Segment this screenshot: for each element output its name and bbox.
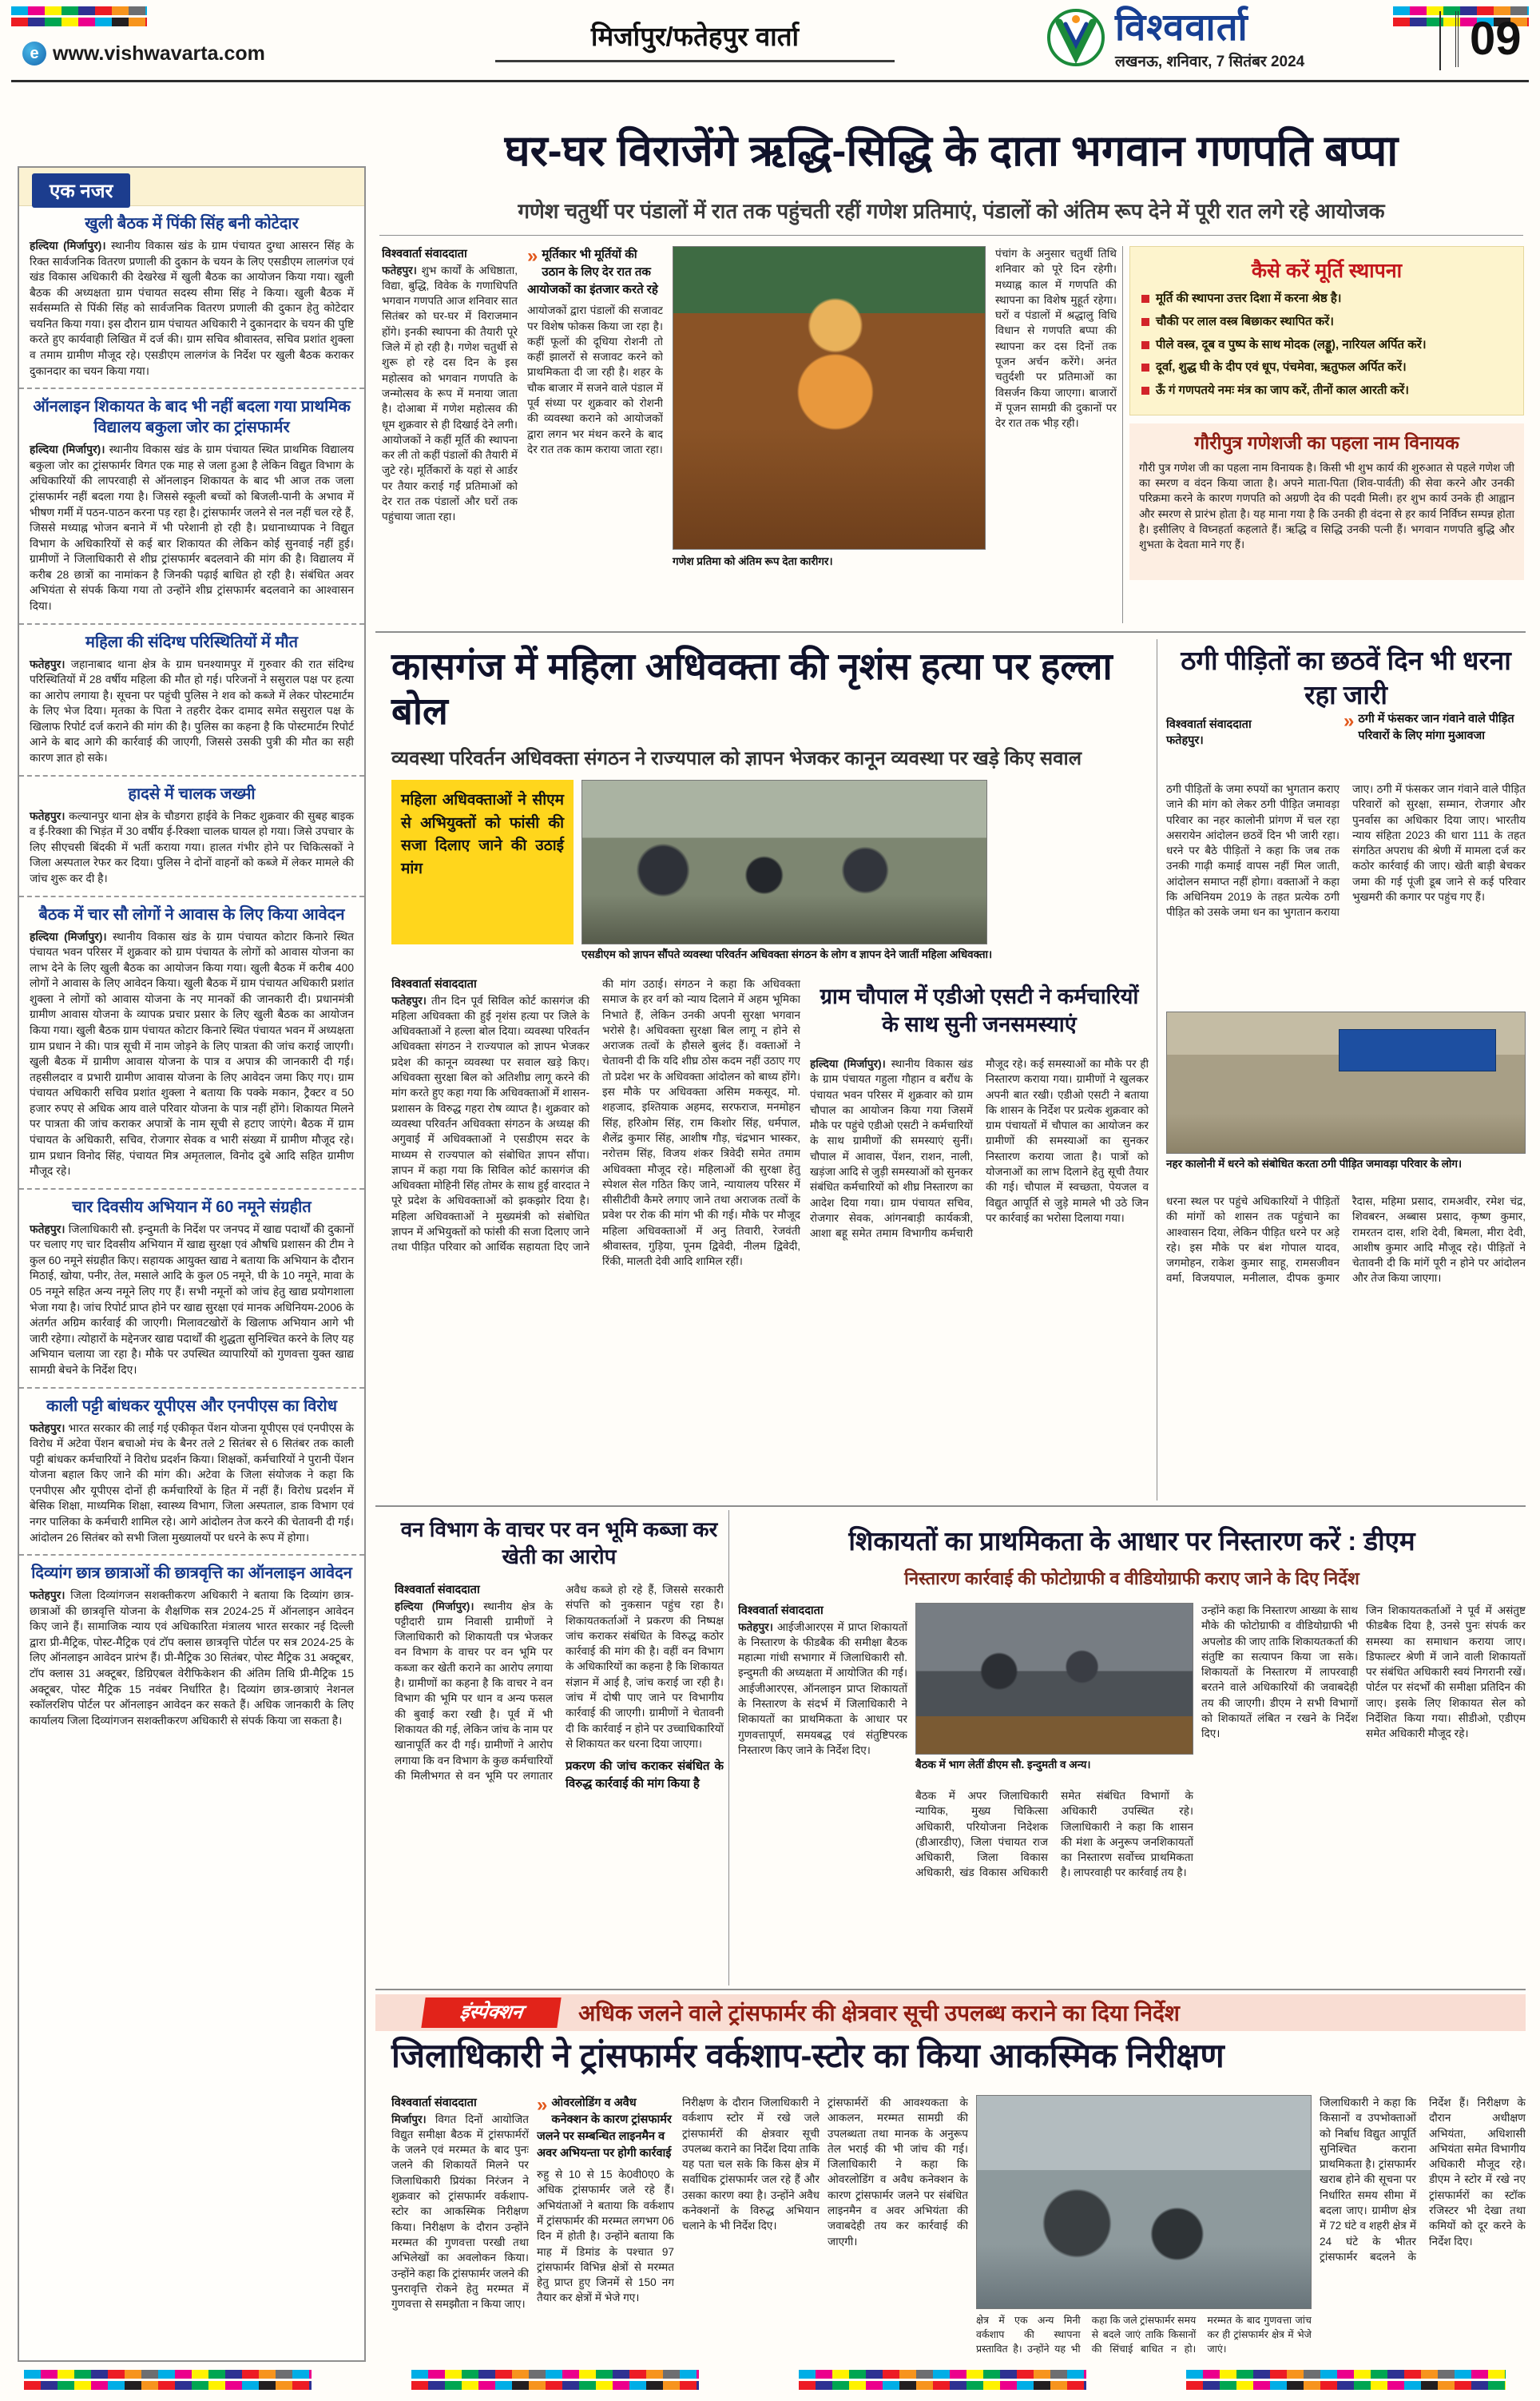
story-dateline: हल्दिया (मिर्जापुर)। bbox=[30, 930, 107, 943]
vishwavarta-logo-icon bbox=[1046, 8, 1105, 67]
story-body: फतेहपुर। भारत सरकार की लाई गई एकीकृत पेंशन योजना यूपीएस एवं एनपीएस के विरोध में अटेवा पेंशन बचाओ मंच के बैनर तले 2 सितंबर से 6 सितंबर तक काली पट्टी बांधकर कर्मचारियों ने विरोध प्रदर्शन किया। शिक्षकों, कर्मचारियों ने पुरानी पेंशन योजना बहाल किए जाने की मांग की। अटेवा के जिला संयोजक ने कहा कि एनपीएस और यूपीएस दोनों ही कर्मचारियों के हित में नहीं हैं। विरोध प्रदर्शन में बेसिक शिक्षा, माध्यमिक शिक्षा, स्वास्थ्य विभाग, जिला अस्पताल, डाक विभाग एवं नगर पालिका के कर्मचारी शामिल रहे। आगे आंदोलन तेज करने की चेतावनी दी गई। आंदोलन 26 सितंबर को सभी जिला मुख्यालयों पर धरने के रूप में होगा। bbox=[30, 1421, 354, 1544]
van-kicker: प्रकरण की जांच कराकर संबंधित के विरुद्ध कार्रवाई की मांग किया है bbox=[566, 1759, 724, 1791]
brief-story-namune bbox=[19, 1190, 364, 1389]
advocates-photo-caption: एसडीएम को ज्ञापन सौंपते व्यवस्था परिवर्तन अधिवक्ता संगठन के लोग व ज्ञापन देने जातीं महिला अधिवक्ता। bbox=[581, 948, 993, 960]
lead-column-3: पंचांग के अनुसार चतुर्थी तिथि शनिवार को पूरे दिन रहेगी। मध्याह्न काल में गणपति की स्थापना का विशेष मुहूर्त रहेगा। घरों व पंडालों में श्रद्धालु विधि विधान से गणपति बप्पा की स्थापना कर दस दिनों तक पूजन अर्चन करेंगे। अनंत चतुर्दशी पर प्रतिमाओं का विसर्जन किया जाएगा। बाजारों में पूजन सामग्री की दुकानों पर देर रात तक भीड़ रही। bbox=[995, 248, 1117, 430]
kasganj-headline: कासगंज में महिला अधिवक्ता की नृशंस हत्या पर हल्ला बोल bbox=[391, 645, 1113, 733]
van-dateline: हल्दिया (मिर्जापुर)। bbox=[395, 1600, 474, 1612]
dharna-photo bbox=[1166, 1012, 1526, 1154]
dm-column-4: जिन शिकायतकर्ताओं ने पूर्व में असंतुष्ट फीडबैक दिया है, उनसे पुनः संपर्क कर समस्या का समाधान कराया जाए। डिफाल्टर श्रेणी में जाने वाली शिकायतों पर संबंधित अधिकारी स्वयं निगरानी रखें। पोर्टल पर संदर्भों की समीक्षा प्रतिदिन की जाए। इसके लिए शिकायत सेल को निर्देशित किया गया। सीडीओ, एडीएम समेत अधिकारी मौजूद रहे। bbox=[1366, 1604, 1526, 1740]
registration-marks-bottom-4 bbox=[1186, 2370, 1506, 2390]
vinayak-box bbox=[1129, 423, 1524, 580]
story-body: फतेहपुर। जहानाबाद थाना क्षेत्र के ग्राम घनश्यामपुर में गुरुवार की रात संदिग्ध परिस्थितियों में 28 वर्षीय महिला की मौत हो गई। परिजनों ने ससुराल पक्ष पर हत्या का आरोप लगाया है। सूचना पर पहुंची पुलिस ने शव को कब्जे में लेकर पोस्टमार्टम के लिए भेज दिया। मृतका के पिता ने तहरीर देकर दामाद समेत ससुराल पक्ष के खिलाफ रिपोर्ट दर्ज कराने की मांग की है। पुलिस का कहना है कि पोस्टमार्टम रिपोर्ट आने के बाद आगे की कार्रवाई की जाएगी, जिससे उसकी पुत्री की मौत का सही कारण ज्ञात हो सके। bbox=[30, 658, 354, 765]
dharna-photo-caption: नहर कालोनी में धरने को संबोधित करता ठगी पीड़ित जमावड़ा परिवार के लोग। bbox=[1166, 1158, 1463, 1170]
dm-column-1 bbox=[738, 1603, 907, 1985]
lead-subhead: गणेश चतुर्थी पर पंडालों में रात तक पहुंचती रहीं गणेश प्रतिमाएं, पंडालों को अंतिम रूप देने में पूरी रात लगे रहे आयोजक bbox=[518, 199, 1385, 223]
one-look-column bbox=[18, 166, 366, 2362]
story-dateline: फतेहपुर। bbox=[30, 1222, 65, 1235]
kasganj-body bbox=[391, 976, 800, 1501]
bullet-square-icon bbox=[1141, 364, 1149, 372]
lead-column-2 bbox=[527, 246, 663, 623]
inspection-column-2 bbox=[537, 2095, 674, 2359]
story-dateline: हल्दिया (मिर्जापुर)। bbox=[30, 240, 106, 252]
murti-sthapna-box-wrap bbox=[1129, 246, 1524, 580]
dm-dateline: फतेहपुर। bbox=[738, 1620, 773, 1633]
inspection-body-1: विगत दिनों आयोजित विद्युत समीक्षा बैठक में ट्रांसफार्मरों के जलने एवं मरम्मत के बाद पुनः जलने की शिकायतें मिलने पर जिलाधिकारी प्रियंका निरंजन ने शुक्रवार को ट्रांसफार्मर वर्कशाप-स्टोर का आकस्मिक निरीक्षण किया। निरीक्षण के दौरान उन्होंने मरम्मत की गुणवत्ता परखी तथा अभिलेखों का अवलोकन किया। उन्होंने कहा कि ट्रांसफार्मर जलने की पुनरावृत्ति रोकने हेतु मरम्मत में गुणवत्ता से समझौता न किया जाए। bbox=[391, 2113, 529, 2311]
story-dateline: हल्दिया (मिर्जापुर)। bbox=[30, 443, 105, 456]
thagi-byline-block bbox=[1166, 716, 1334, 748]
chaupal-headline: ग्राम चौपाल में एडीओ एसटी ने कर्मचारियों के साथ सुनी जनसमस्याएं bbox=[820, 984, 1139, 1037]
one-look-band bbox=[19, 168, 364, 206]
divider bbox=[379, 235, 1523, 236]
brief-story-ups-nps bbox=[19, 1389, 364, 1556]
brief-story-awas bbox=[19, 897, 364, 1190]
lead-headline: घर-घर विराजेंगे ऋद्धि-सिद्धि के दाता भगवान गणपति बप्पा bbox=[504, 127, 1399, 175]
lead-column-1 bbox=[382, 246, 518, 623]
quote-mark-icon: » bbox=[1344, 711, 1355, 732]
dm-photo-caption: बैठक में भाग लेतीं डीएम सौ. इन्दुमती व अन्य। bbox=[915, 1759, 1091, 1771]
brief-story-mahila-maut bbox=[19, 625, 364, 777]
thagi-pull-quote: ठगी में फंसकर जान गंवाने वाले पीड़ित परिवारों के लिए मांगा मुआवजा bbox=[1358, 713, 1514, 743]
story-body: हल्दिया (मिर्जापुर)। स्थानीय विकास खंड के ग्राम पंचायत दुग्धा आसरन सिंह के रिक्त सार्वजनिक वितरण प्रणाली की दुकान के चयन के लिए एसडीएम लालगंज एवं खंड विकास अधिकारी की देखरेख में खुली बैठक का आयोजन किया गया। खुली बैठक की अध्यक्षता ग्राम पंचायत सदस्य सीमा सिंह ने किया। खुली बैठक में सर्वसम्मति से पिंकी सिंह को सार्वजनिक वितरण प्रणाली की दुकान हेतु कोटेदार चयनित किया गया। इस दौरान ग्राम पंचायत अधिकारी ने दुकानदार के चयन की पुष्टि करते हुए कार्यवाही लिखित में दर्ज की। ग्राम सचिव श्रीवास्तव, सचिव प्रशांत शुक्ला व तमाम ग्रामीण मौजूद रहे। एसडीएम लालगंज के निर्देश पर खुली बैठक कराकर दुकानदार का चयन किया गया। bbox=[30, 240, 354, 377]
kasganj-subhead: व्यवस्था परिवर्तन अधिवक्ता संगठन ने राज्यपाल को ज्ञापन भेजकर कानून व्यवस्था पर खड़े किए सवाल bbox=[391, 748, 1082, 769]
bullet-square-icon bbox=[1141, 318, 1149, 326]
edition-dateline: लखनऊ, शनिवार, 7 सितंबर 2024 bbox=[1115, 54, 1305, 70]
inspection-pull-quote: ओवरलोडिंग व अवैध कनेक्शन के कारण ट्रांसफार्मर जलने पर सम्बन्धित लाइनमैन व अवर अभियन्ता पर होगी कार्रवाई bbox=[537, 2097, 672, 2161]
list-item: ऊँ गं गणपतये नमः मंत्र का जाप करें, तीनों काल आरती करें। bbox=[1141, 382, 1512, 400]
story-title: बैठक में चार सौ लोगों ने आवास के लिए किया आवेदन bbox=[38, 905, 345, 924]
kasganj-body-text: तीन दिन पूर्व सिविल कोर्ट कासगंज की महिला अधिवक्ता की हुई नृशंस हत्या पर जिले के अधिवक्ताओं ने हल्ला बोल दिया। व्यवस्था परिवर्तन अधिवक्ता संगठन ने राज्यपाल को ज्ञापन भेजकर प्रदेश की कानून व्यवस्था पर सवाल खड़े किए। अधिवक्ता सुरक्षा बिल को अतिशीघ्र लागू करने की मांग करते हुए कहा गया कि अधिवक्ताओं में शासन-प्रशासन के विरुद्ध गहरा रोष व्याप्त है। शुक्रवार को व्यवस्था परिवर्तन अधिवक्ता संगठन के अध्यक्ष की अगुवाई में अधिवक्ताओं ने एसडीएम सदर के माध्यम से राज्यपाल को संबोधित ज्ञापन सौंपा। ज्ञापन में कहा गया कि सिविल कोर्ट कासगंज की अधिवक्ता मोहिनी सिंह तोमर के साथ हुई वारदात ने पूरे प्रदेश के अधिवक्ताओं को झकझोर दिया है। महिला अधिवक्ताओं ने मुख्यमंत्री को संबोधित ज्ञापन में अभियुक्तों को फांसी की सजा दिलाए जाने तथा पीड़ित परिवार को आर्थिक सहायता दिए जाने की मांग उठाई। संगठन ने कहा कि अधिवक्ता समाज के हर वर्ग को न्याय दिलाने में अहम भूमिका निभाते हैं, लेकिन उनकी अपनी सुरक्षा भगवान भरोसे है। अधिवक्ता सुरक्षा बिल लागू न होने से अराजक तत्वों के हौसले बुलंद हैं। वक्ताओं ने चेतावनी दी कि यदि शीघ्र ठोस कदम नहीं उठाए गए तो प्रदेश भर के अधिवक्ता आंदोलन को बाध्य होंगे। इस मौके पर अधिवक्ता असिम मकसूद, मो. शहजाद, इश्तियाक अहमद, सरफराज, मनमोहन सिंह, हरिओम सिंह, राम किशोर सिंह, धर्मपाल, शैलेंद्र कुमार सिंह, आशीष गौड़, चंद्रभान भास्कर, नरोत्तम सिंह, विजय शंकर त्रिवेदी समेत तमाम अधिवक्ता मौजूद रहे। महिलाओं की सुरक्षा हेतु स्पेशल सेल गठित किए जाने, न्यायालय परिसर में सीसीटीवी कैमरे लगाए जाने तथा अराजक तत्वों के प्रवेश पर रोक की मांग भी की गई। मौके पर मौजूद महिला अधिवक्ताओं में अनु तिवारी, रेजवंती श्रीवास्तव, गुड़िया, पूनम द्विवेदी, नीलम द्विवेदी, रिंकी, मालती देवी आदि शामिल रहीं। bbox=[391, 978, 800, 1268]
story-title: ऑनलाइन शिकायत के बाद भी नहीं बदला गया प्राथमिक विद्यालय बकुला जोर का ट्रांसफार्मर bbox=[33, 398, 351, 437]
story-dateline: फतेहपुर। bbox=[30, 1421, 65, 1434]
chaupal-body bbox=[810, 1056, 1149, 1501]
inspection-column-1 bbox=[391, 2095, 529, 2359]
story-title: चार दिवसीय अभियान में 60 नमूने संग्रहीत bbox=[72, 1198, 312, 1216]
brief-story-scholarship bbox=[19, 1556, 364, 1737]
thagi-byline: विश्ववार्ता संवाददाता bbox=[1166, 718, 1252, 731]
thagi-headline: ठगी पीड़ितों का छठवें दिन भी धरना रहा जारी bbox=[1181, 646, 1511, 710]
thagi-dateline: फतेहपुर। bbox=[1166, 734, 1204, 747]
thagi-body-1: ठगी पीड़ितों के जमा रुपयों का भुगतान कराए जाने की मांग को लेकर ठगी पीड़ित जमावड़ा परिवार का नहर कालोनी प्रांगण में चल रहा असरायेन आंदोलन छठवें दिन भी जारी रहा। धरने पर बैठे पीड़ितों ने कहा कि जब तक उनकी गाढ़ी कमाई वापस नहीं मिल जाती, आंदोलन समाप्त नहीं होगा। वक्ताओं ने कहा कि अधिनियम 2019 के तहत प्रत्येक ठगी पीड़ित को उसके जमा धन का भुगतान कराया जाए। ठगी में फंसकर जान गंवाने वाले पीड़ित परिवारों को सुरक्षा, सम्मान, रोजगार और पुनर्वास का अधिकार दिया जाए। भारतीय न्याय संहिता 2023 की धारा 111 के तहत संगठित अपराध की श्रेणी में मामला दर्ज कर कठोर कार्रवाई की जाए। खेती बाड़ी बेचकर जमा की गई पूंजी डूब जाने से कई परिवार भुखमरी की कगार पर पहुंच गए हैं। bbox=[1166, 783, 1526, 919]
story-title: हादसे में चालक जख्मी bbox=[128, 785, 256, 803]
dm-column-3: उन्होंने कहा कि निस्तारण आख्या के साथ मौके की फोटोग्राफी व वीडियोग्राफी भी अपलोड की जाए ताकि शिकायतकर्ता की संतुष्टि का सत्यापन किया जा सके। शिकायतों के निस्तारण में लापरवाही बरतने वाले अधिकारियों की जवाबदेही तय की जाएगी। डीएम ने सभी विभागों को शिकायतें लंबित न रखने के निर्देश दिए। bbox=[1201, 1604, 1358, 1740]
inspection-dateline: मिर्जापुर। bbox=[391, 2113, 427, 2125]
ganesh-photo-caption: गणेश प्रतिमा को अंतिम रूप देता कारीगर। bbox=[673, 555, 833, 567]
inspection-label: इंस्पेक्शन bbox=[421, 1998, 561, 2028]
kasganj-dateline: फतेहपुर। bbox=[391, 994, 427, 1007]
murti-sthapna-box bbox=[1129, 246, 1524, 415]
list-item: चौकी पर लाल वस्त्र बिछाकर स्थापित करें। bbox=[1141, 313, 1512, 331]
list-item: मूर्ति की स्थापना उत्तर दिशा में करना श्रेष्ठ है। bbox=[1141, 290, 1512, 308]
quote-mark-icon: » bbox=[527, 246, 538, 267]
dm-meeting-photo bbox=[915, 1603, 1193, 1755]
inspection-body-2: रुहु से 10 से 15 के0वी0ए0 के अधिक ट्रांसफार्मर जले रहे हैं। अभियंताओं ने बताया कि वर्कशाप में ट्रांसफार्मर की मरम्मत लगभग 06 दिन में होती है। उन्होंने बताया कि माह में डिमांड के पश्चात 97 ट्रांसफार्मर विभिन्न क्षेत्रों से मरम्मत हेतु प्राप्त हुए जिनमें से 150 नग तैयार कर क्षेत्रों में भेजे गए। bbox=[537, 2168, 674, 2304]
dm-headline: शिकायतों का प्राथमिकता के आधार पर निस्तारण करें : डीएम bbox=[848, 1526, 1415, 1556]
chaupal-dateline: हल्दिया (मिर्जापुर)। bbox=[810, 1058, 886, 1070]
globe-icon: e bbox=[22, 42, 46, 66]
brand-name: विश्ववार्ता bbox=[1115, 6, 1248, 48]
story-title: महिला की संदिग्ध परिस्थितियों में मौत bbox=[85, 633, 298, 651]
lead-byline: विश्ववार्ता संवाददाता bbox=[382, 248, 467, 260]
chaupal-body-text: स्थानीय विकास खंड के ग्राम पंचायत गहुला गौहान व बरौंध के पंचायत भवन परिसर में शुक्रवार को ग्राम चौपाल का आयोजन किया गया जिसमें मौके पर पहुंचे एडीओ एसटी ने कर्मचारियों के साथ ग्रामीणों की समस्याएं सुनीं। चौपाल में आवास, पेंशन, राशन, नाली, खड़ंजा आदि से जुड़ी समस्याओं को सुनकर संबंधित कर्मचारियों को शीघ्र निस्तारण का आदेश दिया गया। ग्राम पंचायत सचिव, रोजगार सेवक, आंगनबाड़ी कार्यकत्री, आशा बहू समेत तमाम विभागीय कर्मचारी मौजूद रहे। कई समस्याओं का मौके पर ही निस्तारण कराया गया। ग्रामीणों ने खुलकर अपनी बात रखी। एडीओ एसटी ने बताया कि शासन के निर्देश पर प्रत्येक शुक्रवार को ग्राम पंचायतों में चौपाल का आयोजन कर ग्रामीणों की समस्याओं का सुनकर निस्तारण कराया जाता है। पात्रों को योजनाओं का लाभ दिलाने हेतु सूची तैयार की गई। चौपाल में स्वच्छता, पेयजल व विद्युत आपूर्ति से जुड़े मामले भी उठे जिन पर कार्रवाई का भरोसा दिलाया गया। bbox=[810, 1058, 1149, 1240]
bullet-square-icon bbox=[1141, 341, 1149, 349]
brief-story-hadsa bbox=[19, 777, 364, 897]
section-rule bbox=[375, 631, 1526, 633]
story-body: फतेहपुर। जिलाधिकारी सौ. इन्दुमती के निर्देश पर जनपद में खाद्य पदार्थों की दुकानों पर चलाए गए चार दिवसीय अभियान में खाद्य सुरक्षा एवं औषधि प्रशासन की टीम ने कुल 60 नमूने संग्रहीत किए। सहायक आयुक्त खाद्य ने बताया कि अभियान के दौरान मिठाई, खोया, पनीर, तेल, मसाले आदि के कुल 05 नमूने, घी के 10 नमूने, मावा के 05 नमूने सहित अन्य नमूने लिए गए हैं। सभी नमूनों को जांच हेतु खाद्य प्रयोगशाला भेजा गया है। जांच रिपोर्ट प्राप्त होने पर खाद्य सुरक्षा एवं मानक अधिनियम-2006 के अंतर्गत अग्रिम कार्रवाई की जाएगी। मिलावटखोरों के खिलाफ अभियान आगे भी जारी रहेगा। त्योहारों के मद्देनजर खाद्य पदार्थों की शुद्धता सुनिश्चित करने के लिए यह अभियान चलाया जा रहा है। मौके पर उपस्थित व्यापारियों को गुणवत्ता युक्त खाद्य सामग्री बेचने के निर्देश दिए। bbox=[30, 1222, 354, 1376]
registration-marks-bottom-3 bbox=[799, 2370, 1086, 2390]
divider bbox=[1122, 246, 1123, 623]
inspection-body-6: क्षेत्र में एक अन्य मिनी वर्कशाप की स्थापना प्रस्तावित है। उन्होंने यह भी कहा कि जले ट्रांसफार्मर समय से बदले जाएं ताकि किसानों की सिंचाई बाधित न हो। मरम्मत के बाद गुणवत्ता जांच कर ही ट्रांसफार्मर क्षेत्र में भेजे जाएं। bbox=[976, 2315, 1312, 2355]
transformer-workshop-photo bbox=[976, 2095, 1312, 2309]
story-body: हल्दिया (मिर्जापुर)। स्थानीय विकास खंड के ग्राम पंचायत कोटार किनारे स्थित पंचायत भवन परिसर में शुक्रवार को ग्राम पंचायत के लोगों को आवास योजना का लाभ देने के लिए खुली बैठक का आयोजन किया गया। खुली बैठक में करीब 400 लोगों ने आवास के लिए आवेदन किया। खुली बैठक में ग्राम पंचायत अधिकारी प्रशांत शुक्ला ने लोगों को आवास योजना के नए मानकों की जानकारी दी। प्रधानमंत्री ग्रामीण आवास योजना के व्यापक प्रचार प्रसार के लिए खुली बैठक का आयोजन किया गया। खुली बैठक ग्राम पंचायत कोटार किनारे स्थित पंचायत भवन में अध्यक्षता ग्राम प्रधान ने की। पात्र सूची में नाम जोड़ने के लिए पात्रता की जांच कराई जाएगी। खुली बैठक में ग्रामीण आवास योजना के पात्र व अपात्र की जानकारी दी गई। तहसीलदार व प्रभारी ग्रामीण आवास योजना के लिए आवेदन जमा किए गए। ग्राम पंचायत अधिकारी सचिव प्रशांत शुक्ला ने बताया कि पक्के मकान, ट्रैक्टर व 50 हजार रुपए से अधिक आय वाले परिवार योजना के पात्र नहीं होंगे। शिकायत मिलने पर पात्रता की जांच कराकर अपात्रों के नाम सूची से हटाए जाएंगे। बैठक में ग्राम पंचायत के अधिकारी, सचिव, रोजगार सेवक व भारी संख्या में ग्रामीण मौजूद रहे। ग्राम प्रधान विनोद सिंह, पंचायत मित्र अमृतलाल, विनोद दुबे आदि सहित ग्रामीण मौजूद रहे। bbox=[30, 930, 354, 1178]
inspection-column-3: निरीक्षण के दौरान जिलाधिकारी ने वर्कशाप स्टोर में रखे जले ट्रांसफार्मरों की क्षेत्रवार सूची उपलब्ध कराने का निर्देश दिया ताकि यह पता चल सके कि किस क्षेत्र में सर्वाधिक ट्रांसफार्मर जल रहे हैं और उसका कारण क्या है। उन्होंने अवैध कनेक्शनों के विरुद्ध अभियान चलाने के भी निर्देश दिए। bbox=[682, 2097, 820, 2232]
kasganj-highlight-box: महिला अधिवक्ताओं ने सीएम से अभियुक्तों को फांसी की सजा दिलाए जाने की उठाई मांग bbox=[391, 780, 574, 944]
bullet-square-icon bbox=[1141, 387, 1149, 395]
inspection-kicker: अधिक जलने वाले ट्रांसफार्मर की क्षेत्रवार सूची उपलब्ध कराने का दिया निर्देश bbox=[578, 2001, 1180, 2025]
page-number: 09 bbox=[1455, 11, 1522, 67]
murti-sthapna-list bbox=[1141, 290, 1512, 400]
website-url[interactable]: www.vishwavarta.com bbox=[53, 42, 265, 65]
dm-kicker: निस्तारण कार्रवाई की फोटोग्राफी व वीडियोग्राफी कराए जाने के दिए निर्देश bbox=[904, 1568, 1359, 1588]
story-title: दिव्यांग छात्र छात्राओं की छात्रवृत्ति का ऑनलाइन आवेदन bbox=[31, 1564, 352, 1583]
thagi-body-2: धरना स्थल पर पहुंचे अधिकारियों ने पीड़ितों की मांगों को शासन तक पहुंचाने का आश्वासन दिया, लेकिन पीड़ित धरने पर अड़े रहे। इस मौके पर बंश गोपाल यादव, जगमोहन, राकेश कुमार साहू, रामसजीवन वर्मा, विजयपाल, मनीलाल, दीपक कुमार रैदास, महिमा प्रसाद, रामअवीर, रमेश चंद्र, शिवबरन, अब्बास प्रसाद, कृष्ण कुमार, रामरतन दास, शशि देवी, बिमला, मीरा देवी, आशीष कुमार आदि मौजूद रहे। पीड़ितों ने चेतावनी दी कि मांगें पूरी न होने पर आंदोलन और तेज किया जाएगा। bbox=[1166, 1195, 1526, 1285]
inspection-byline: विश्ववार्ता संवाददाता bbox=[391, 2097, 477, 2109]
thagi-quote-block bbox=[1344, 711, 1526, 775]
list-item: दूर्वा, शुद्ध घी के दीप एवं धूप, पंचमेवा, ऋतुफल अर्पित करें। bbox=[1141, 359, 1512, 376]
story-body: फतेहपुर। कल्यानपुर थाना क्षेत्र के चौडगरा हाईवे के निकट शुक्रवार की सुबह बाइक व ई-रिक्शा की भिड़ंत में 30 वर्षीय ई-रिक्शा चालक घायल हो गया। जिसे उपचार के लिए सीएचसी बिंदकी में भर्ती कराया गया। हालत गंभीर होने पर चिकित्सकों ने जिला अस्पताल रेफर कर दिया। पुलिस ने दोनों वाहनों को कब्जे में लेकर मामले की जांच शुरू कर दी है। bbox=[30, 809, 354, 884]
bullet-square-icon bbox=[1141, 295, 1149, 303]
registration-marks-bottom-2 bbox=[411, 2370, 699, 2390]
lead-body-1: शुभ कार्यों के अधिष्ठाता, विद्या, बुद्धि, विवेक के गणाधिपति भगवान गणपति आज शनिवार सात सितंबर को घर-घर में विराजमान होंगे। इनकी स्थापना की तैयारी पूरे जिले में हो रही है। गणेश चतुर्थी से शुरू हो रहे दस दिन के इस महोत्सव को भगवान गणपति के जन्मोत्सव के रूप में मनाया जाता है। दोआबा में गणेश महोत्सव की धूम शुक्रवार से ही दिखाई देने लगी। आयोजकों ने कहीं मूर्ति की स्थापना कर ली तो कहीं पंडालों की तैयारी में जुटे रहे। मूर्तिकारों के यहां से आर्डर पर तैयार कराई गईं प्रतिमाओं को देर रात तक पंडालों और घरों तक पहुंचाया जाता रहा। bbox=[382, 264, 518, 523]
header-rule bbox=[11, 80, 1529, 82]
van-body-text: स्थानीय क्षेत्र के पट्टीदारी ग्राम निवासी ग्रामीणों ने जिलाधिकारी को शिकायती पत्र भेजकर वन विभाग के वाचर पर वन भूमि पर कब्जा कर खेती कराने का आरोप लगाया है। ग्रामीणों का कहना है कि वाचर ने वन विभाग की भूमि पर धान व अन्य फसल की बुवाई करा रखी है। पूर्व में भी शिकायत की गई, लेकिन जांच के नाम पर खानापूर्ति कर दी गई। ग्रामीणों ने आरोप लगाया कि वन विभाग के कुछ कर्मचारियों की मिलीभगत से वन भूमि पर लगातार अवैध कब्जे हो रहे हैं, जिससे सरकारी संपत्ति को नुकसान पहुंच रहा है। शिकायतकर्ताओं ने प्रकरण की निष्पक्ष जांच कराकर संबंधित के विरुद्ध कठोर कार्रवाई की मांग की है। वहीं वन विभाग के अधिकारियों का कहना है कि शिकायत संज्ञान में आई है, जांच कराई जा रही है। जांच में दोषी पाए जाने पर विभागीय कार्रवाई की जाएगी। ग्रामीणों ने चेतावनी दी कि कार्रवाई न होने पर उच्चाधिकारियों से शिकायत कर धरना दिया जाएगा। bbox=[395, 1584, 724, 1782]
lead-dateline: फतेहपुर। bbox=[382, 264, 417, 276]
section-rule bbox=[375, 1505, 1526, 1507]
one-look-label: एक नजर bbox=[32, 173, 130, 208]
van-byline: विश्ववार्ता संवाददाता bbox=[395, 1584, 480, 1596]
van-body bbox=[395, 1582, 724, 1982]
inspection-body-5: जिलाधिकारी ने कहा कि किसानों व उपभोक्ताओं को निर्बाध विद्युत आपूर्ति सुनिश्चित कराना प्राथमिकता है। ट्रांसफार्मर खराब होने की सूचना पर निर्धारित समय सीमा में बदला जाए। ग्रामीण क्षेत्र में 72 घंटे व शहरी क्षेत्र में 24 घंटे के भीतर ट्रांसफार्मर बदलने के निर्देश हैं। निरीक्षण के दौरान अधीक्षण अभियंता, अधिशासी अभियंता समेत विभागीय अधिकारी मौजूद रहे। डीएम ने स्टोर में रखे नए ट्रांसफार्मरों का स्टॉक रजिस्टर भी देखा तथा कमियों को दूर करने के निर्देश दिए। bbox=[1320, 2097, 1526, 2263]
murti-sthapna-title: कैसे करें मूर्ति स्थापना bbox=[1251, 260, 1403, 282]
story-body: फतेहपुर। जिला दिव्यांगजन सशक्तीकरण अधिकारी ने बताया कि दिव्यांग छात्र-छात्राओं की छात्रवृत्ति योजना के शैक्षणिक सत्र 2024-25 में ऑनलाइन आवेदन किए जाने हैं। सामाजिक न्याय एवं अधिकारिता मंत्रालय भारत सरकार नई दिल्ली द्वारा प्री-मैट्रिक, पोस्ट-मैट्रिक एवं टॉप क्लास छात्रवृत्ति पोर्टल पर सत्र 2024-25 के लिए ऑनलाइन आवेदन प्रारंभ हैं। प्री-मैट्रिक 30 सितंबर, पोस्ट मैट्रिक 31 अक्टूबर, टॉप क्लास 31 अक्टूबर, डिग्रिएबल वेरीफिकेशन की अंतिम तिथि प्री-मैट्रिक 15 अक्टूबर, पोस्ट मैट्रिक 15 नवंबर निर्धारित है। दिव्यांग छात्र-छात्राएं नेशनल स्कॉलरशिप पोर्टल पर ऑनलाइन आवेदन कर सकते हैं। अधिक जानकारी के लिए कार्यालय जिला दिव्यांगजन सशक्तीकरण अधिकारी से संपर्क किया जा सकता है। bbox=[30, 1589, 354, 1727]
inspection-column-4: ट्रांसफार्मरों की आवश्यकता के आकलन, मरम्मत सामग्री की उपलब्धता तथा मानक के अनुरूप तेल भराई की भी जांच की गई। जिलाधिकारी ने कहा कि ओवरलोडिंग व अवैध कनेक्शन के कारण ट्रांसफार्मर जलने पर संबंधित लाइनमैन व अवर अभियंता की जवाबदेही तय कर कार्रवाई की जाएगी। bbox=[828, 2097, 968, 2248]
story-body: हल्दिया (मिर्जापुर)। स्थानीय विकास खंड के ग्राम पंचायत स्थित प्राथमिक विद्यालय बकुला जोर का ट्रांसफार्मर विगत एक माह से जला हुआ है लेकिन विद्युत विभाग के अधिकारियों की लापरवाही से ऑनलाइन शिकायत के बाद भी आज तक जला ट्रांसफार्मर नहीं बदला गया है। जिससे स्कूली बच्चों को बिजली-पानी के अभाव में भीषण गर्मी में पठन-पाठन करना पड़ रहा है। ट्रांसफार्मर जलने से नल नहीं चल रहे हैं, जिससे मध्याह्न भोजन बनाने में भी परेशानी हो रही है। प्रधानाध्यापक ने विद्युत विभाग के अधिकारियों से कई बार शिकायत की लेकिन कोई सुनवाई नहीं हुई। ग्रामीणों ने जिलाधिकारी से शीघ्र ट्रांसफार्मर बदलवाने की मांग की है। विद्यालय में करीब 28 छात्रों का नामांकन है जिनकी पढ़ाई बाधित हो रही है। संबंधित अवर अभियंता से संपर्क किया गया तो उन्होंने शीघ्र ट्रांसफार्मर बदलवाने का आश्वासन दिया। bbox=[30, 443, 354, 612]
dm-body-1: आईजीआरएस में प्राप्त शिकायतों के निस्तारण के फीडबैक की समीक्षा बैठक महात्मा गांधी सभागार में जिलाधिकारी सौ. इन्दुमती की अध्यक्षता में आयोजित की गई। आईजीआरएस, ऑनलाइन प्राप्त शिकायतों के निस्तारण के संदर्भ में जिलाधिकारी ने शिकायतों का प्राथमिकता के आधार पर गुणवत्तापूर्ण, समयबद्ध एवं संतुष्टिपरक निस्तारण किए जाने के निर्देश दिए। bbox=[738, 1620, 907, 1756]
website-link[interactable] bbox=[22, 42, 265, 66]
quote-mark-icon: » bbox=[537, 2095, 548, 2116]
page-section-title: मिर्जापुर/फतेहपुर वार्ता bbox=[495, 18, 895, 62]
registration-marks-top-left bbox=[11, 6, 147, 26]
dm-byline: विश्ववार्ता संवाददाता bbox=[738, 1604, 824, 1617]
advocates-protest-photo bbox=[581, 780, 987, 944]
protest-banner bbox=[1339, 1029, 1496, 1071]
van-headline: वन विभाग के वाचर पर वन भूमि कब्जा कर खेती का आरोप bbox=[400, 1517, 718, 1568]
inspection-headline: जिलाधिकारी ने ट्रांसफार्मर वर्कशाप-स्टोर का किया आकस्मिक निरीक्षण bbox=[391, 2037, 1224, 2074]
story-dateline: फतेहपुर। bbox=[30, 658, 65, 670]
kasganj-byline: विश्ववार्ता संवाददाता bbox=[391, 978, 477, 991]
vinayak-body: गौरी पुत्र गणेश जी का पहला नाम विनायक है। किसी भी शुभ कार्य की शुरुआत से पहले गणेश जी का स्मरण व वंदन किया जाता है। अपने माता-पिता (शिव-पार्वती) की सेवा करने और उनकी परिक्रमा करने के कारण गणपति को अग्रणी देव की पदवी मिली। हर शुभ कार्य उनके ही आह्वान और स्मरण से प्रारंभ होता है। यह माना गया है कि उनकी ही वंदना से हर कार्य निर्विघ्न सम्पन्न होता है। इसीलिए वे विघ्नहर्ता कहलाते हैं। ऋद्धि व सिद्धि उनकी पत्नी हैं। भगवान गणपति बुद्धि और शुभता के देवता माने गए हैं। bbox=[1139, 461, 1514, 551]
story-dateline: फतेहपुर। bbox=[30, 809, 65, 822]
brief-story-kotedar bbox=[19, 206, 364, 389]
vinayak-title: गौरीपुत्र गणेशजी का पहला नाम विनायक bbox=[1194, 431, 1459, 453]
dm-body-4: बैठक में अपर जिलाधिकारी न्यायिक, मुख्य चिकित्सा अधिकारी, परियोजना निदेशक (डीआरडीए), जिला पंचायत राज अधिकारी, जिला विकास अधिकारी, खंड विकास अधिकारी समेत संबंधित विभागों के अधिकारी उपस्थित रहे। जिलाधिकारी ने कहा कि शासन की मंशा के अनुरूप जनशिकायतों का निस्तारण सर्वोच्च प्राथमिकता है। लापरवाही पर कार्रवाई तय है। bbox=[915, 1790, 1193, 1879]
story-title: काली पट्टी बांधकर यूपीएस और एनपीएस का विरोध bbox=[46, 1397, 338, 1415]
list-item: पीले वस्त्र, दूब व पुष्प के साथ मोदक (लड्डू), नारियल अर्पित करें। bbox=[1141, 336, 1512, 354]
brief-story-transformer-school bbox=[19, 389, 364, 624]
divider bbox=[728, 1510, 729, 1986]
section-rule bbox=[375, 1989, 1526, 1990]
registration-marks-bottom-1 bbox=[24, 2370, 312, 2390]
story-title: खुली बैठक में पिंकी सिंह बनी कोटेदार bbox=[85, 215, 299, 233]
masthead-brand-block bbox=[1046, 8, 1304, 71]
header-divider bbox=[1439, 11, 1441, 70]
story-dateline: फतेहपुर। bbox=[30, 1589, 65, 1602]
lead-body-2: आयोजकों द्वारा पंडालों की सजावट पर विशेष फोकस किया जा रहा है। कहीं फूलों की दूधिया रोशनी तो कहीं झालरों से सजावट करने को प्राथमिकता दी जा रही है। शहर के चौक बाजार में सजने वाले पंडाल में पूर्व संध्या पर शुक्रवार को रोशनी की व्यवस्था कराने को आयोजकों द्वारा लगन भर मंथन करने के बाद देर रात तक काम कराया जाता रहा। bbox=[527, 304, 663, 455]
ganesh-idol-photo bbox=[673, 246, 986, 550]
lead-pull-quote: मूर्तिकार भी मूर्तियों की उठान के लिए देर रात तक आयोजकों का इंतजार करते रहे bbox=[527, 248, 658, 296]
